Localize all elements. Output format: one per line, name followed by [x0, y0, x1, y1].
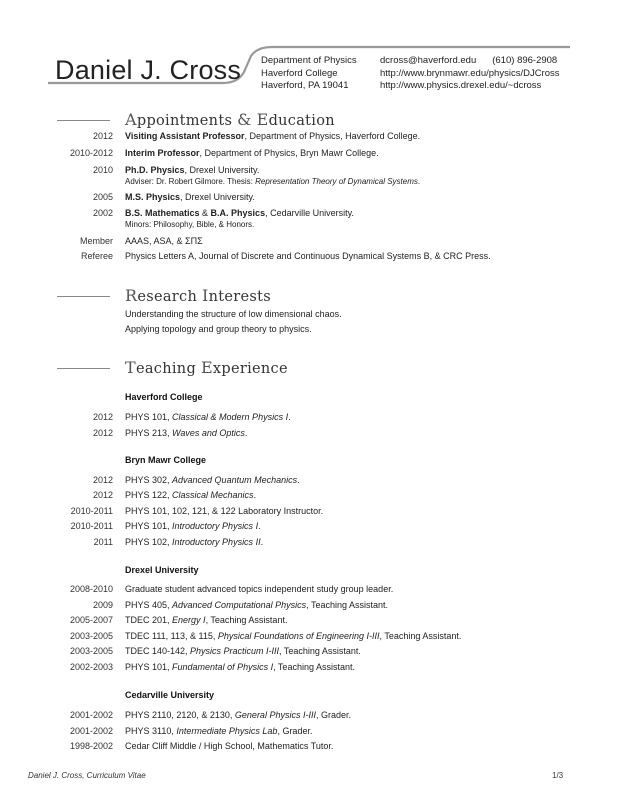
research-item: Understanding the structure of low dimensional chaos.	[125, 309, 342, 319]
dept-line: Haverford, PA 19041	[261, 80, 349, 91]
bs-note: Minors: Philosophy, Bible, & Honors.	[125, 220, 255, 229]
teaching-row: 2012 PHYS 122, Classical Mechanics.	[92, 490, 257, 500]
teaching-row: 2008-2010 Graduate student advanced topics independent study group leader.	[69, 584, 394, 594]
teaching-row: 2011 PHYS 102, Introductory Physics II.	[93, 537, 264, 547]
appointment-row: Referee Physics Letters A, Journal of Discrete and Continuous Dynamical Systems B, & CRC Press.	[80, 251, 491, 261]
section-title-appointments: Appointments & Education	[125, 110, 335, 129]
appointment-row: 2010 Ph.D. Physics, Drexel University.	[92, 165, 260, 175]
page-number: 1/3	[552, 771, 564, 780]
website-link[interactable]: http://www.physics.drexel.edu/~dcross	[380, 80, 542, 91]
teaching-row: 2001-2002 PHYS 2110, 2120, & 2130, General Physics I-III, Grader.	[69, 710, 351, 720]
teaching-row: 2001-2002 PHYS 3110, Intermediate Physics Lab, Grader.	[69, 726, 313, 736]
section-title-research: Research Interests	[125, 286, 272, 305]
teaching-row: 2002-2003 PHYS 101, Fundamental of Physics I, Teaching Assistant.	[69, 662, 355, 672]
institution-heading: Haverford College	[125, 392, 203, 402]
appointment-row: 2012 Visiting Assistant Professor, Department of Physics, Haverford College.	[92, 131, 421, 141]
teaching-row: 2003-2005 TDEC 140-142, Physics Practicum I-III, Teaching Assistant.	[69, 646, 361, 656]
website-link[interactable]: http://www.brynmawr.edu/physics/DJCross	[380, 67, 560, 79]
teaching-row: 2009 PHYS 405, Advanced Computational Physics, Teaching Assistant.	[92, 600, 388, 610]
resume-name: Daniel J. Cross	[55, 55, 242, 85]
dept-line: Department of Physics	[261, 55, 357, 66]
section-rule	[57, 368, 110, 369]
appointment-row: 2005 M.S. Physics, Drexel University.	[92, 192, 255, 202]
teaching-row: 2005-2007 TDEC 201, Energy I, Teaching Assistant.	[69, 615, 288, 625]
phd-note: Adviser: Dr. Robert Gilmore. Thesis: Representation Theory of Dynamical Systems.	[125, 177, 421, 186]
teaching-row: 2003-2005 TDEC 111, 113, & 115, Physical Foundations of Engineering I-III, Teaching Assistant.	[69, 631, 462, 641]
section-rule	[57, 296, 110, 297]
dept-line: Haverford College	[261, 67, 338, 79]
teaching-row: 2010-2011 PHYS 101, Introductory Physics I.	[70, 521, 261, 531]
email-link[interactable]: dcross@haverford.edu	[380, 55, 477, 66]
phone-number: (610) 896-2908	[492, 55, 558, 66]
section-rule	[57, 120, 110, 121]
appointment-row: Member AAAS, ASA, & ΣΠΣ	[79, 236, 203, 246]
department-address	[261, 55, 357, 93]
institution-heading: Bryn Mawr College	[125, 455, 207, 465]
footer-title: Daniel J. Cross, Curriculum Vitae	[28, 771, 146, 780]
teaching-row: 1998-2002 Cedar Cliff Middle / High School, Mathematics Tutor.	[69, 741, 334, 751]
contact-info	[380, 55, 560, 93]
section-title-teaching: Teaching Experience	[125, 358, 288, 377]
institution-heading: Cedarville University	[125, 690, 215, 700]
appointment-row: 2010-2012 Interim Professor, Department of Physics, Bryn Mawr College.	[69, 148, 379, 158]
institution-heading: Drexel University	[125, 565, 199, 575]
teaching-row: 2012 PHYS 213, Waves and Optics.	[92, 428, 248, 438]
teaching-row: 2012 PHYS 302, Advanced Quantum Mechanics.	[92, 475, 300, 485]
teaching-row: 2012 PHYS 101, Classical & Modern Physics I.	[92, 412, 291, 422]
research-item: Applying topology and group theory to physics.	[125, 324, 312, 334]
appointment-row: 2002 B.S. Mathematics & B.A. Physics, Cedarville University.	[92, 208, 354, 218]
teaching-row: 2010-2011 PHYS 101, 102, 121, & 122 Laboratory Instructor.	[70, 506, 324, 516]
